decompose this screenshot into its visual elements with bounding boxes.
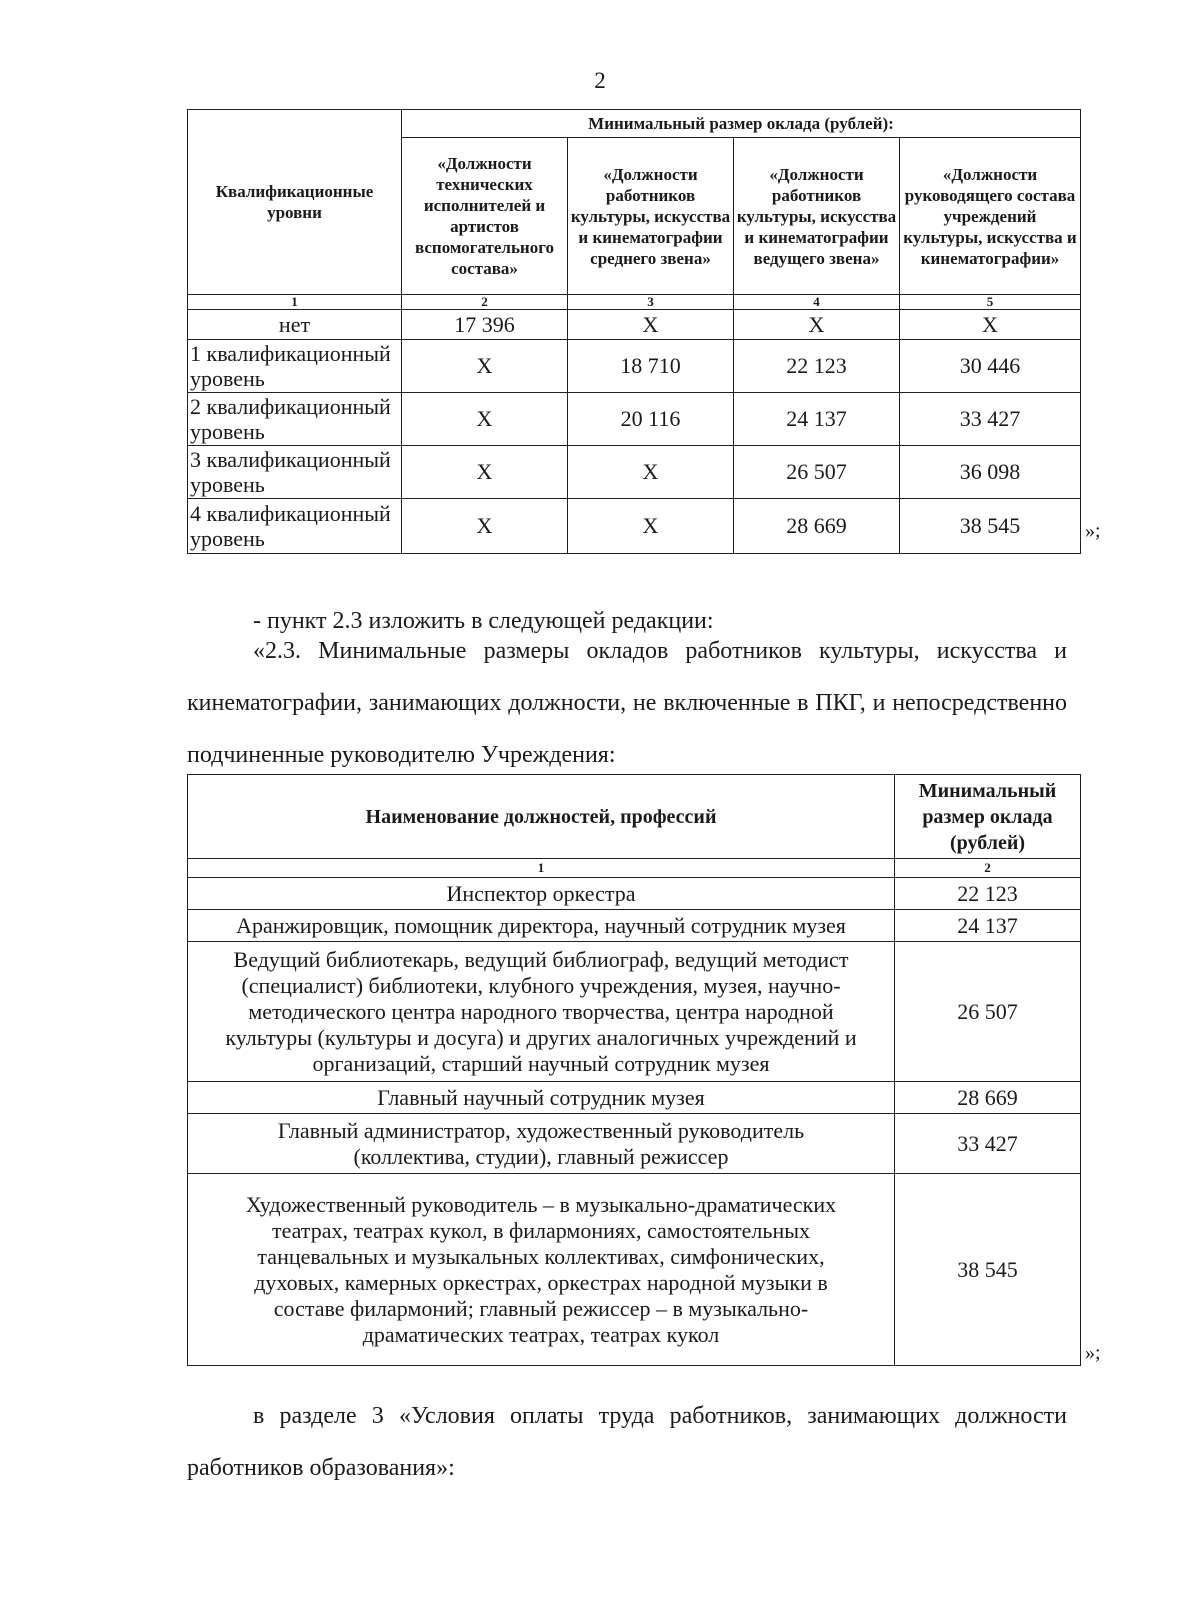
table1-closing-quote: »;	[1085, 520, 1101, 542]
salary-table-culture-levels	[187, 109, 1081, 554]
value-cell: 20 116	[568, 393, 734, 446]
position-name-cell: Аранжировщик, помощник директора, научный сотрудник музея	[188, 910, 895, 942]
column-number-row	[188, 859, 1081, 878]
col-header-2: «Должности технических исполнителей и артистов вспомогательного состава»	[402, 138, 568, 295]
table-row	[188, 910, 1081, 942]
table-row	[188, 446, 1081, 499]
group-header: Минимальный размер оклада (рублей):	[402, 110, 1081, 138]
table-row	[188, 878, 1081, 910]
value-cell: 38 545	[900, 499, 1081, 554]
table-row	[188, 1082, 1081, 1114]
value-cell: 36 098	[900, 446, 1081, 499]
value-cell: 22 123	[734, 340, 900, 393]
level-cell: нет	[188, 310, 402, 340]
position-name-cell: Инспектор оркестра	[188, 878, 895, 910]
table-row	[188, 1114, 1081, 1174]
level-cell: 1 квалификационный уровень	[188, 340, 402, 393]
value-cell: Х	[568, 446, 734, 499]
position-name-cell: Главный научный сотрудник музея	[188, 1082, 895, 1114]
value-cell: Х	[900, 310, 1081, 340]
col-number: 1	[188, 295, 402, 310]
table-row	[188, 393, 1081, 446]
table-row	[188, 942, 1081, 1082]
value-cell: 18 710	[568, 340, 734, 393]
position-name-cell: Ведущий библиотекарь, ведущий библиограф, ведущий методист (специалист) библиотеки, клубного учреждения, музея, научно-методического центра народного творчества, центра народной культуры (культуры и досуга) и других аналогичных учреждений и организаций, старший научный сотрудник музея	[188, 942, 895, 1082]
value-cell: 30 446	[900, 340, 1081, 393]
col-header-4: «Должности работников культуры, искусства и кинематографии ведущего звена»	[734, 138, 900, 295]
position-name-cell: Художественный руководитель – в музыкально-драматических театрах, театрах кукол, в филармониях, самостоятельных танцевальных и музыкальных коллективах, симфонических, духовых, камерных оркестрах, оркестрах народной музыки в составе филармоний; главный режиссер – в музыкально-драматических театрах, театрах кукол	[188, 1174, 895, 1366]
page-number: 2	[594, 68, 606, 93]
level-cell: 4 квалификационный уровень	[188, 499, 402, 554]
col-number: 3	[568, 295, 734, 310]
salary-cell: 28 669	[895, 1082, 1081, 1114]
value-cell: Х	[402, 446, 568, 499]
col-header-3: «Должности работников культуры, искусства и кинематографии среднего звена»	[568, 138, 734, 295]
table-row	[188, 1174, 1081, 1366]
paragraph-item-2-3: - пункт 2.3 изложить в следующей редакции:	[253, 608, 714, 634]
value-cell: Х	[568, 499, 734, 554]
header-min-salary: Минимальный размер оклада (рублей)	[895, 775, 1081, 859]
salary-cell: 22 123	[895, 878, 1081, 910]
level-cell: 3 квалификационный уровень	[188, 446, 402, 499]
table-row	[188, 499, 1081, 554]
col-number: 2	[895, 859, 1081, 878]
col-number: 4	[734, 295, 900, 310]
col-number: 5	[900, 295, 1081, 310]
value-cell: Х	[568, 310, 734, 340]
salary-cell: 38 545	[895, 1174, 1081, 1366]
col-header-5: «Должности руководящего состава учреждений культуры, искусства и кинематографии»	[900, 138, 1081, 295]
value-cell: 28 669	[734, 499, 900, 554]
position-name-cell: Главный администратор, художественный руководитель (коллектива, студии), главный режиссер	[188, 1114, 895, 1174]
value-cell: 33 427	[900, 393, 1081, 446]
value-cell: 24 137	[734, 393, 900, 446]
corner-header: Квалификационные уровни	[188, 110, 402, 295]
table2-closing-quote: »;	[1085, 1342, 1101, 1364]
table-row	[188, 340, 1081, 393]
value-cell: Х	[402, 499, 568, 554]
value-cell: Х	[734, 310, 900, 340]
table-row	[188, 310, 1081, 340]
value-cell: 26 507	[734, 446, 900, 499]
value-cell: 17 396	[402, 310, 568, 340]
value-cell: Х	[402, 393, 568, 446]
paragraph-2-3-text: «2.3. Минимальные размеры окладов работников культуры, искусства и кинематографии, занимающих должности, не включенные в ПКГ, и непосредственно подчиненные руководителю Учреждения:	[187, 638, 1067, 768]
col-number: 1	[188, 859, 895, 878]
column-number-row	[188, 295, 1081, 310]
salary-table-positions	[187, 774, 1081, 1366]
paragraph-section-3: в разделе 3 «Условия оплаты труда работников, занимающих должности работников образования»:	[187, 1403, 1067, 1481]
salary-cell: 26 507	[895, 942, 1081, 1082]
level-cell: 2 квалификационный уровень	[188, 393, 402, 446]
col-number: 2	[402, 295, 568, 310]
value-cell: Х	[402, 340, 568, 393]
header-position-name: Наименование должностей, профессий	[188, 775, 895, 859]
salary-cell: 24 137	[895, 910, 1081, 942]
salary-cell: 33 427	[895, 1114, 1081, 1174]
